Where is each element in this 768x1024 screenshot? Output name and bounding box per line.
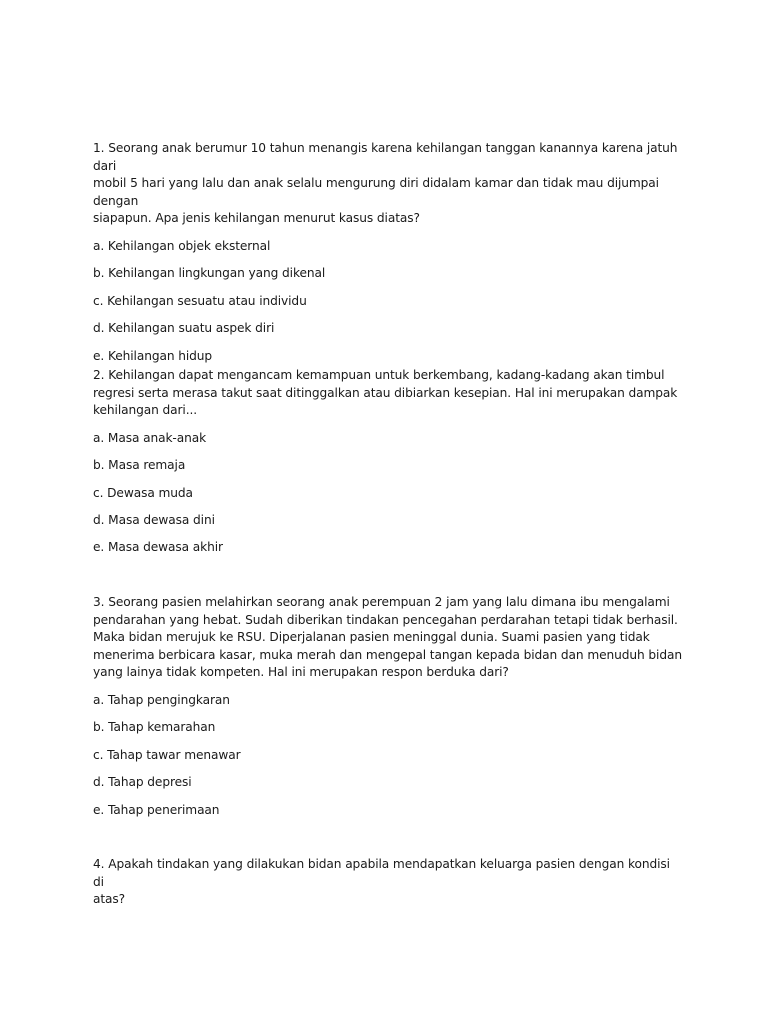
question-4: [93, 856, 683, 909]
question-2-option-d: d. Masa dewasa dini: [93, 512, 215, 527]
question-3: [93, 594, 683, 829]
question-3-option-e: e. Tahap penerimaan: [93, 802, 220, 817]
question-2-options: [93, 430, 683, 567]
question-3-line-2: pendarahan yang hebat. Sudah diberikan tindakan pencegahan perdarahan tetapi tidak berhasil.: [93, 612, 678, 627]
question-1-option-d: d. Kehilangan suatu aspek diri: [93, 321, 275, 336]
question-2-line-2: regresi serta merasa takut saat ditinggalkan atau dibiarkan kesepian. Hal ini merupakan dampak: [93, 385, 678, 400]
question-1: [93, 140, 683, 375]
question-2-line-1: 2. Kehilangan dapat mengancam kemampuan untuk berkembang, kadang-kadang akan timbul: [93, 368, 665, 382]
question-1-option-b: b. Kehilangan lingkungan yang dikenal: [93, 266, 326, 281]
question-3-line-3: Maka bidan merujuk ke RSU. Diperjalanan pasien meninggal dunia. Suami pasien yang tidak: [93, 630, 650, 645]
question-4-line-1: 4. Apakah tindakan yang dilakukan bidan apabila mendapatkan keluarga pasien dengan kondisi di: [93, 857, 670, 889]
question-3-option-d: d. Tahap depresi: [93, 775, 192, 790]
question-2-option-c: c. Dewasa muda: [93, 485, 193, 500]
question-1-line-3: siapapun. Apa jenis kehilangan menurut kasus diatas?: [93, 211, 420, 226]
question-2-option-e: e. Masa dewasa akhir: [93, 540, 223, 555]
question-1-options: [93, 238, 683, 375]
question-3-option-c: c. Tahap tawar menawar: [93, 747, 241, 762]
question-1-option-a: a. Kehilangan objek eksternal: [93, 238, 271, 253]
question-3-line-5: yang lainya tidak kompeten. Hal ini merupakan respon berduka dari?: [93, 665, 509, 680]
question-1-line-1: 1. Seorang anak berumur 10 tahun menangis karena kehilangan tanggan kanannya karena jatuh dari: [93, 141, 678, 173]
question-2-line-3: kehilangan dari...: [93, 403, 198, 418]
question-1-line-2: mobil 5 hari yang lalu dan anak selalu mengurung diri didalam kamar dan tidak mau dijumpai dengan: [93, 176, 659, 208]
question-3-line-4: menerima berbicara kasar, muka merah dan mengepal tangan kepada bidan dan menuduh bidan: [93, 647, 682, 662]
question-4-line-2: atas?: [93, 892, 126, 907]
question-3-options: [93, 692, 683, 829]
question-3-line-1: 3. Seorang pasien melahirkan seorang anak perempuan 2 jam yang lalu dimana ibu mengalami: [93, 595, 670, 609]
question-3-option-a: a. Tahap pengingkaran: [93, 692, 230, 707]
question-3-text: [93, 594, 683, 682]
document-page: [93, 0, 693, 1024]
question-2-option-b: b. Masa remaja: [93, 458, 186, 473]
question-2-option-a: a. Masa anak-anak: [93, 430, 207, 445]
question-4-text: [93, 856, 683, 909]
question-1-text: [93, 140, 683, 228]
question-2: [93, 367, 683, 567]
question-2-text: [93, 367, 683, 420]
question-1-option-e: e. Kehilangan hidup: [93, 348, 213, 363]
question-3-option-b: b. Tahap kemarahan: [93, 720, 216, 735]
question-1-option-c: c. Kehilangan sesuatu atau individu: [93, 293, 307, 308]
